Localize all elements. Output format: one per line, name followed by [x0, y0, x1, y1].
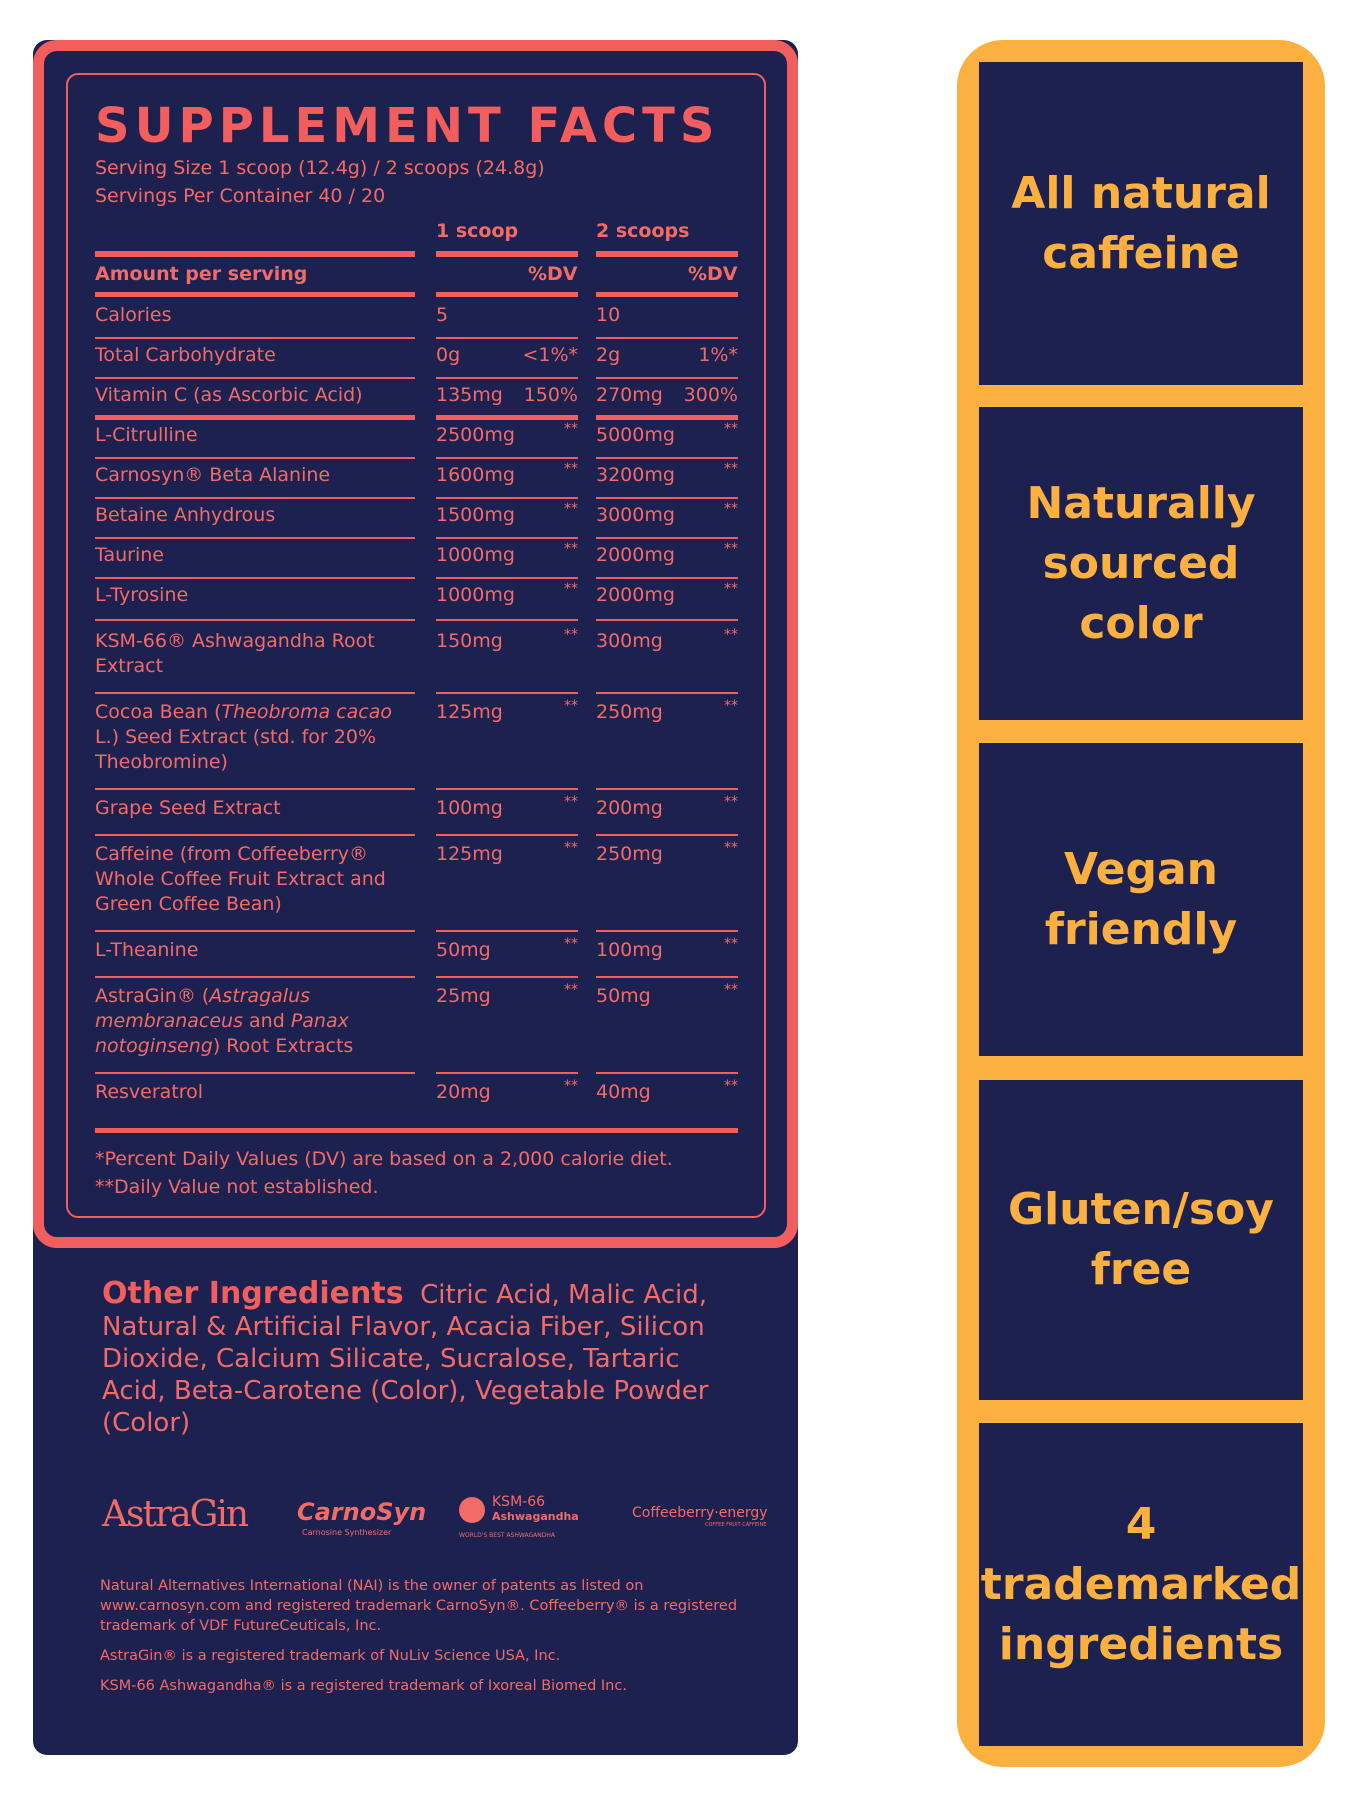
row-name: Resveratrol — [95, 1081, 204, 1103]
feature-label: Gluten/soy free — [1008, 1184, 1274, 1295]
feature-label: All natural caffeine — [1011, 167, 1271, 279]
row-divider — [436, 619, 578, 621]
row-dv-1: ** — [564, 581, 578, 597]
row-divider — [596, 1072, 738, 1074]
row-amount-1: 1600mg — [436, 464, 515, 486]
row-divider — [436, 415, 578, 420]
feature-tile — [979, 1080, 1303, 1400]
row-dv-1: ** — [564, 936, 578, 952]
row-amount-2: 3000mg — [596, 504, 675, 526]
rule-thick — [436, 292, 578, 297]
ksm-logo: KSM-66 — [492, 1494, 546, 1510]
row-divider — [436, 976, 578, 978]
row-dv-2: ** — [724, 421, 738, 437]
row-name: L-Tyrosine — [95, 584, 189, 606]
other-ingredients-heading: Other Ingredients — [102, 1276, 404, 1311]
other-ingredients — [102, 1278, 742, 1439]
row-amount-1: 125mg — [436, 843, 503, 865]
row-divider — [95, 497, 415, 499]
row-amount-2: 2000mg — [596, 544, 675, 566]
row-dv-2: ** — [724, 936, 738, 952]
row-amount-1: 125mg — [436, 701, 503, 723]
col1-header: 1 scoop — [436, 220, 519, 242]
row-divider — [436, 377, 578, 379]
row-divider — [436, 497, 578, 499]
row-name-part: and — [242, 1010, 291, 1032]
coffeeberry-logo: Coffeeberry·energy — [632, 1505, 768, 1521]
row-amount-2: 5000mg — [596, 424, 675, 446]
row-amount-1: 1000mg — [436, 544, 515, 566]
row-dv-1: ** — [564, 461, 578, 477]
row-dv-1: ** — [564, 421, 578, 437]
col2-header: 2 scoops — [596, 220, 690, 242]
row-divider — [436, 337, 578, 339]
row-amount-1: 25mg — [436, 985, 491, 1007]
feature-tile — [979, 62, 1303, 385]
row-dv-2: ** — [724, 541, 738, 557]
row-amount-1: 20mg — [436, 1081, 491, 1103]
row-amount-1: 1500mg — [436, 504, 515, 526]
feature-label: Naturally sourced color — [1026, 477, 1256, 649]
row-divider — [596, 788, 738, 790]
feature-tile — [979, 1423, 1303, 1746]
rule-thick — [436, 251, 578, 257]
row-amount-2: 250mg — [596, 701, 663, 723]
row-amount-2: 40mg — [596, 1081, 651, 1103]
row-name-part: AstraGin® ( — [95, 985, 210, 1007]
row-dv-1: ** — [564, 794, 578, 810]
row-divider — [596, 619, 738, 621]
row-divider — [436, 692, 578, 694]
row-amount-1: 0g — [436, 344, 461, 366]
coffeeberry-logo-sub: COFFEE FRUIT CAFFEINE — [705, 1522, 767, 1528]
row-dv-1: ** — [564, 982, 578, 998]
row-name: Carnosyn® Beta Alanine — [95, 464, 331, 486]
row-amount-1: 5 — [436, 304, 449, 326]
footnote-not-established: **Daily Value not established. — [95, 1176, 379, 1198]
row-dv-1: ** — [564, 627, 578, 643]
row-name: L-Theanine — [95, 939, 199, 961]
rule-thick — [95, 251, 415, 257]
row-name-part: Astragalus membranaceus — [95, 985, 311, 1032]
row-name — [95, 700, 420, 775]
row-name: Total Carbohydrate — [95, 344, 276, 366]
row-name: Caffeine (from Coffeeberry® Whole Coffee Fruit Extract and Green Coffee Bean) — [95, 843, 386, 915]
row-divider — [596, 976, 738, 978]
row-divider — [95, 619, 415, 621]
row-divider — [95, 976, 415, 978]
row-divider — [95, 788, 415, 790]
feature-label: Vegan friendly — [1044, 843, 1238, 955]
row-dv-2: ** — [724, 627, 738, 643]
row-divider — [95, 1072, 415, 1074]
row-name: Grape Seed Extract — [95, 797, 281, 819]
row-amount-2: 200mg — [596, 797, 663, 819]
row-amount-2: 270mg — [596, 384, 663, 406]
row-divider — [436, 834, 578, 836]
ksm-logo-icon — [459, 1497, 485, 1523]
row-divider — [596, 834, 738, 836]
row-divider — [95, 337, 415, 339]
row-name-part: Panax notoginseng — [95, 1010, 349, 1057]
rule-bottom — [95, 1128, 738, 1133]
row-divider — [596, 537, 738, 539]
row-name-part: Cocoa Bean ( — [95, 701, 222, 723]
row-dv-2: ** — [724, 1078, 738, 1094]
ksm-logo-sub: WORLD'S BEST ASHWAGANDHA — [459, 1532, 555, 1539]
row-dv-2: ** — [724, 698, 738, 714]
row-divider — [596, 497, 738, 499]
row-divider — [436, 577, 578, 579]
row-divider — [596, 457, 738, 459]
row-amount-1: 50mg — [436, 939, 491, 961]
row-divider — [436, 537, 578, 539]
row-dv-2: 1%* — [698, 344, 738, 366]
dv-label-2: %DV — [688, 263, 738, 285]
row-dv-1: 150% — [523, 384, 578, 406]
row-amount-1: 1000mg — [436, 584, 515, 606]
row-dv-2: ** — [724, 794, 738, 810]
row-dv-1: ** — [564, 698, 578, 714]
row-amount-2: 50mg — [596, 985, 651, 1007]
astragin-logo: AstraGin — [102, 1494, 248, 1535]
serving-size: Serving Size 1 scoop (12.4g) / 2 scoops (24.8g) — [95, 157, 545, 179]
row-dv-2: ** — [724, 840, 738, 856]
row-amount-2: 3200mg — [596, 464, 675, 486]
row-divider — [596, 377, 738, 379]
row-amount-1: 2500mg — [436, 424, 515, 446]
row-dv-1: ** — [564, 541, 578, 557]
row-dv-2: ** — [724, 461, 738, 477]
row-name: Betaine Anhydrous — [95, 504, 276, 526]
carnosyn-logo: CarnoSyn — [297, 1498, 427, 1526]
rule-thick — [596, 292, 738, 297]
row-divider — [95, 457, 415, 459]
row-divider — [436, 788, 578, 790]
row-divider — [596, 337, 738, 339]
row-dv-2: ** — [724, 581, 738, 597]
row-divider — [436, 930, 578, 932]
row-dv-1: ** — [564, 501, 578, 517]
row-name: KSM-66® Ashwagandha Root Extract — [95, 630, 375, 677]
feature-label: 4 trademarked ingredients — [980, 1498, 1302, 1670]
row-divider — [596, 577, 738, 579]
row-dv-2: ** — [724, 501, 738, 517]
row-divider — [596, 930, 738, 932]
row-name: Vitamin C (as Ascorbic Acid) — [95, 384, 363, 406]
row-divider — [95, 834, 415, 836]
row-amount-2: 250mg — [596, 843, 663, 865]
row-divider — [95, 415, 415, 420]
row-divider — [95, 577, 415, 579]
row-amount-1: 150mg — [436, 630, 503, 652]
row-name-part: ) Root Extracts — [212, 1035, 354, 1057]
row-divider — [95, 930, 415, 932]
row-divider — [95, 537, 415, 539]
row-divider — [95, 692, 415, 694]
amount-per-serving-label: Amount per serving — [95, 263, 308, 285]
row-name: Calories — [95, 304, 172, 326]
row-dv-2: ** — [724, 982, 738, 998]
row-name-part: L.) Seed Extract (std. for 20% Theobromine) — [95, 726, 377, 773]
dv-label-1: %DV — [528, 263, 578, 285]
row-amount-1: 135mg — [436, 384, 503, 406]
row-amount-2: 2000mg — [596, 584, 675, 606]
footnote-dv: *Percent Daily Values (DV) are based on a 2,000 calorie diet. — [95, 1148, 673, 1170]
row-name-part: Theobroma cacao — [221, 701, 392, 723]
feature-tile — [979, 743, 1303, 1056]
row-name: L-Citrulline — [95, 424, 198, 446]
rule-thick — [596, 251, 738, 257]
feature-tile — [979, 407, 1303, 720]
row-dv-1: ** — [564, 1078, 578, 1094]
row-divider — [596, 415, 738, 420]
row-divider — [436, 457, 578, 459]
other-ingredients-text: Citric Acid, Malic Acid, Natural & Artificial Flavor, Acacia Fiber, Silicon Dioxide, Calcium Silicate, Sucralose, Tartaric Acid, Beta-Carotene (Color), Vegetable Powder (Color) — [102, 1280, 709, 1438]
row-amount-2: 300mg — [596, 630, 663, 652]
row-divider — [596, 692, 738, 694]
row-amount-2: 100mg — [596, 939, 663, 961]
ksm-logo-name: Ashwagandha — [492, 1510, 579, 1523]
facts-title: SUPPLEMENT FACTS — [95, 98, 720, 154]
legal-nai: Natural Alternatives International (NAI) is the owner of patents as listed on www.carnosyn.com and registered trademark CarnoSyn®. Coffeeberry® is a registered trademark of VDF FutureCeuticals, Inc. — [100, 1578, 738, 1634]
legal-ksm: KSM-66 Ashwagandha® is a registered trademark of Ixoreal Biomed Inc. — [100, 1678, 627, 1694]
servings-per-container: Servings Per Container 40 / 20 — [95, 185, 386, 207]
row-amount-2: 2g — [596, 344, 621, 366]
row-amount-2: 10 — [596, 304, 621, 326]
row-divider — [436, 1072, 578, 1074]
row-dv-1: <1%* — [522, 344, 578, 366]
row-amount-1: 100mg — [436, 797, 503, 819]
row-divider — [95, 377, 415, 379]
row-name: Taurine — [95, 544, 164, 566]
row-dv-1: ** — [564, 840, 578, 856]
rule-thick — [95, 292, 415, 297]
row-name — [95, 984, 420, 1059]
carnosyn-logo-sub: Carnosine Synthesizer — [302, 1528, 392, 1537]
row-dv-2: 300% — [683, 384, 738, 406]
legal-astragin: AstraGin® is a registered trademark of NuLiv Science USA, Inc. — [100, 1648, 561, 1664]
